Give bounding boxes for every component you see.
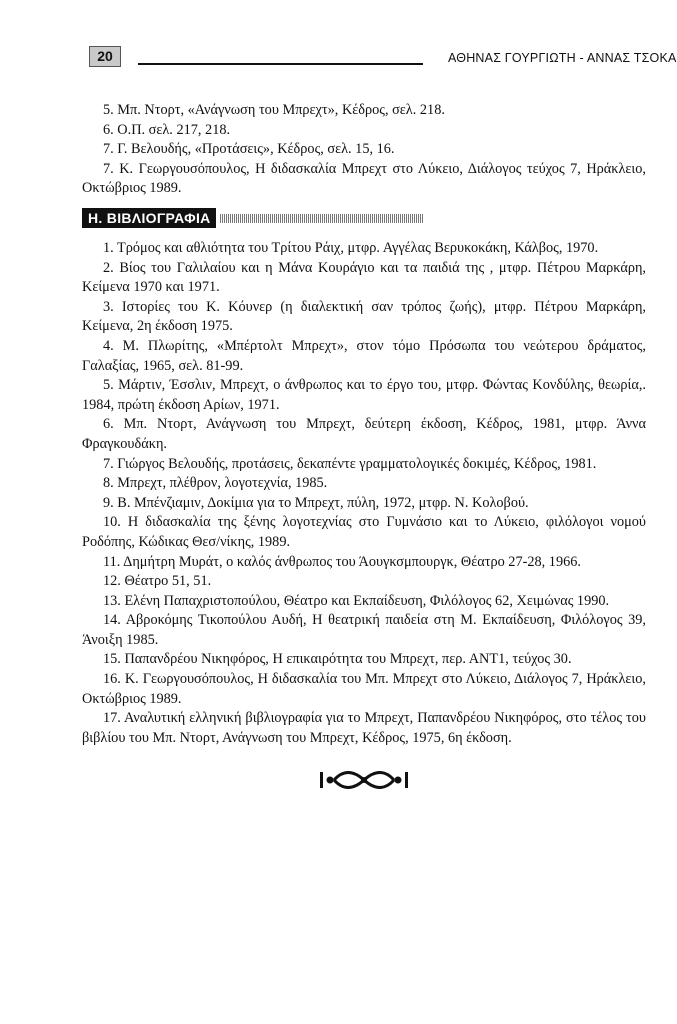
bibliography-item: 14. Αβροκόμης Τικοπούλου Αυδή, Η θεατρική παιδεία στη Μ. Εκπαίδευση, Φιλόλογος 39, Άνοιξη 1985.	[82, 612, 646, 648]
header-rule	[138, 63, 423, 65]
bibliography-item: 6. Μπ. Ντορτ, Ανάγνωση του Μπρεχτ, δεύτερη έκδοση, Κέδρος, 1981, μτφρ. Άννα Φραγκουδάκη.	[82, 416, 646, 452]
note-item: 7. Κ. Γεωργουσόπουλος, Η διδασκαλία Μπρεχτ στο Λύκειο, Διάλογος τεύχος 7, Ηράκλειο, Οκτώβριος 1989.	[82, 160, 646, 197]
note-item: 7. Γ. Βελουδής, «Προτάσεις», Κέδρος, σελ. 15, 16.	[103, 141, 395, 158]
bibliography-item: 8. Μπρεχτ, πλέθρον, λογοτεχνία, 1985.	[103, 475, 328, 492]
note-item: 5. Μπ. Ντορτ, «Ανάγνωση του Μπρεχτ», Κέδρος, σελ. 218.	[103, 102, 445, 118]
heading-stripes	[220, 214, 424, 223]
bibliography-item: 11. Δημήτρη Μυράτ, ο καλός άνθρωπος του Άουγκσμπουργκ, Θέατρο 27-28, 1966.	[103, 553, 581, 570]
bibliography-item: 9. Β. Μπένζιαμιν, Δοκίμια για το Μπρεχτ, πύλη, 1972, μτφρ. Ν. Κολοβού.	[103, 494, 529, 511]
bibliography-heading-label: Η. ΒΙΒΛΙΟΓΡΑΦΙΑ	[82, 208, 216, 228]
bibliography-item: 12. Θέατρο 51, 51.	[103, 573, 212, 590]
bibliography-item: 4. Μ. Πλωρίτης, «Μπέρτολτ Μπρεχτ», στον τόμο Πρόσωπα του νεώτερου δράματος, Γαλαξίας, 1965, σελ. 81-99.	[82, 337, 646, 374]
bibliography-item: 5. Μάρτιν, Έσσλιν, Μπρεχτ, ο άνθρωπος και το έργο του, μτφρ. Φώντας Κονδύλης, θεωρία,. 1984, πρώτη έκδοση Αρίων, 1971.	[82, 377, 646, 413]
bibliography-item: 7. Γιώργος Βελουδής, προτάσεις, δεκαπέντε γραμματολογικές δοκιμές, Κέδρος, 1981.	[103, 455, 597, 472]
running-head: ΑΘΗΝΑΣ ΓΟΥΡΓΙΩΤΗ - ΑΝΝΑΣ ΤΣΟΚΑ	[448, 51, 677, 65]
note-item: 6. Ο.Π. σελ. 217, 218.	[103, 121, 231, 138]
bibliography-item: 17. Αναλυτική ελληνική βιβλιογραφία για το Μπρεχτ, Παπανδρέου Νικηφόρος, στο τέλος του βιβλίου του Μπ. Ντορτ, Ανάγνωση του Μπρεχτ, Κέδρος, 1975, 6η έκδοση.	[82, 710, 646, 746]
end-ornament-icon	[319, 768, 409, 797]
bibliography-item: 10. Η διδασκαλία της ξένης λογοτεχνίας στο Γυμνάσιο και το Λύκειο, φιλόλογοι νομού Ροδόπης, Κώδικας Θεσ/νίκης, 1989.	[82, 514, 646, 550]
bibliography-item: 15. Παπανδρέου Νικηφόρος, Η επικαιρότητα του Μπρεχτ, περ. ΑΝΤ1, τεύχος 30.	[103, 651, 572, 668]
bibliography-item: 2. Βίος του Γαλιλαίου και η Μάνα Κουράγιο και τα παιδιά της , μτφρ. Πέτρου Μαρκάρη, Κείμενα 1970 και 1971.	[82, 259, 646, 296]
bibliography-item: 1. Τρόμος και αθλιότητα του Τρίτου Ράιχ, μτφρ. Αγγέλας Βερυκοκάκη, Κάλβος, 1970.	[103, 240, 599, 256]
page-number: 20	[89, 46, 121, 67]
bibliography-item: 16. Κ. Γεωργουσόπουλος, Η διδασκαλία του Μπ. Μπρεχτ στο Λύκειο, Διάλογος 7, Ηράκλειο, Οκτώβριος 1989.	[82, 671, 646, 707]
bibliography-item: 13. Ελένη Παπαχριστοπούλου, Θέατρο και Εκπαίδευση, Φιλόλογος 62, Χειμώνας 1990.	[103, 592, 610, 609]
bibliography-heading	[82, 207, 424, 229]
bibliography-item: 3. Ιστορίες του Κ. Κόυνερ (η διαλεκτική σαν τρόπος ζωής), μτφρ. Πέτρου Μαρκάρη, Κείμενα, 2η έκδοση 1975.	[82, 298, 646, 335]
notes-list	[82, 101, 646, 199]
bibliography-list	[82, 239, 646, 748]
